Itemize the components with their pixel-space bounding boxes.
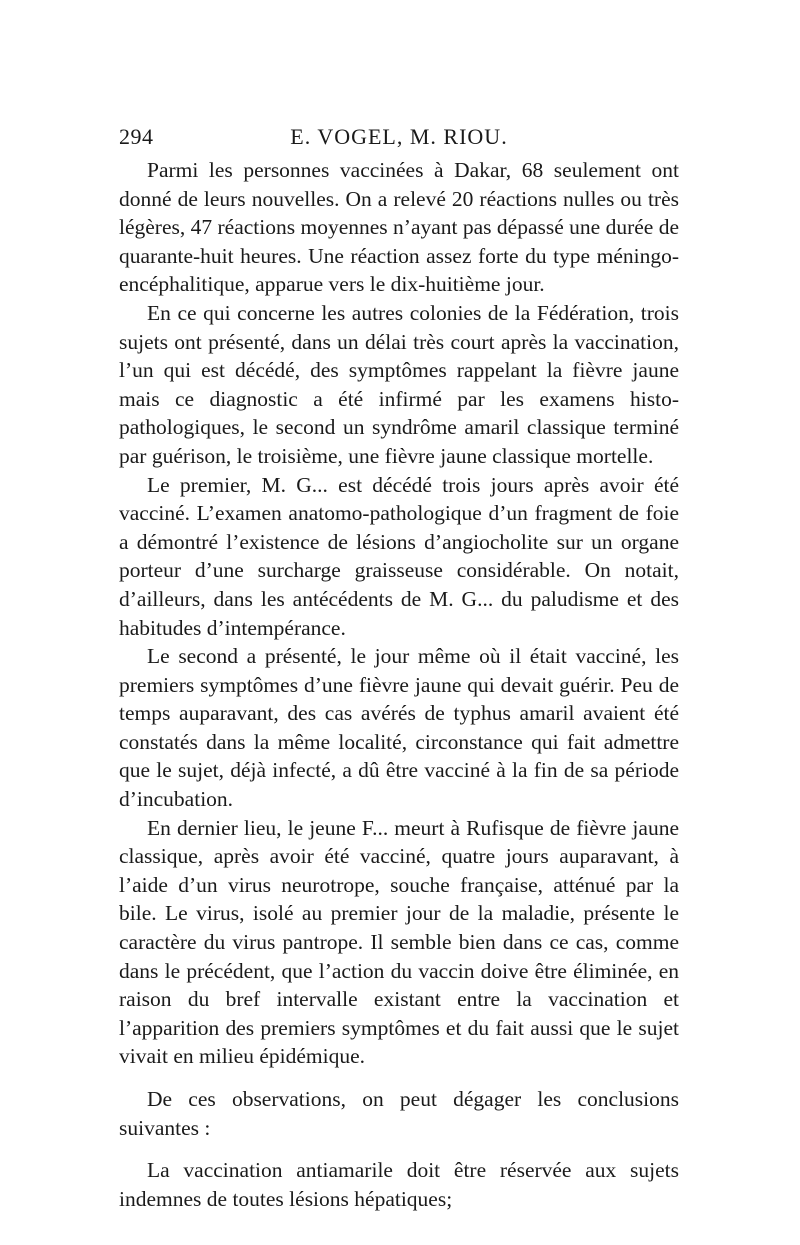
paragraph-conclusions-intro: De ces observations, on peut dégager les conclusions suivantes : (119, 1087, 679, 1140)
running-head: E. VOGEL, M. RIOU. (290, 124, 508, 149)
page-header (119, 122, 679, 152)
paragraph-dakar-vaccinations: Parmi les personnes vaccinées à Dakar, 68 seulement ont donné de leurs nouvelles. On a relevé 20 réactions nulles ou très légères, 47 réactions moyennes n’ayant pas dépassé une durée de quarante-huit heures. Une réaction assez forte du type méningo-encéphalitique, apparue vers le dix-huitième jour. (119, 158, 679, 297)
paragraph-third-case: En dernier lieu, le jeune F... meurt à Rufisque de fièvre jaune classique, après avoir été vacciné, quatre jours auparavant, à l’aide d’un virus neurotrope, souche française, atténué par la bile. Le virus, isolé au premier jour de la maladie, présente le caractère du virus pantrope. Il semble bien dans ce cas, comme dans le précédent, que l’action du vaccin doive être éliminée, en raison du bref intervalle existant entre la vaccination et l’apparition des premiers symptômes et du fait aussi que le sujet vivait en milieu épidémique. (119, 815, 679, 1069)
paragraph-conclusion-first: La vaccination antiamarile doit être réservée aux sujets indemnes de toutes lésions hépatiques; (119, 1158, 679, 1211)
body-text (119, 156, 679, 1213)
paragraph-second-case: Le second a présenté, le jour même où il était vacciné, les premiers symptômes d’une fièvre jaune qui devait guérir. Peu de temps auparavant, des cas avérés de typhus amaril avaient été constatés dans la même localité, circonstance qui fait admettre que le sujet, déjà infecté, a dû être vacciné à la fin de sa période d’incubation. (119, 644, 679, 812)
paragraph-other-colonies: En ce qui concerne les autres colonies de la Fédération, trois sujets ont présenté, dans un délai très court après la vaccination, l’un qui est décédé, des symptômes rappelant la fièvre jaune mais ce diagnostic a été infirmé par les examens histo-pathologiques, le second un syndrôme amaril classique terminé par guérison, le troisième, une fièvre jaune classique mortelle. (119, 300, 679, 468)
page-number: 294 (119, 124, 154, 149)
paragraph-first-case: Le premier, M. G... est décédé trois jours après avoir été vacciné. L’examen anatomo-pathologique d’un fragment de foie a démontré l’existence de lésions d’angiocholite sur un organe porteur d’une surcharge graisseuse considérable. On notait, d’ailleurs, dans les antécédents de M. G... du paludisme et des habitudes d’intempérance. (119, 472, 679, 640)
